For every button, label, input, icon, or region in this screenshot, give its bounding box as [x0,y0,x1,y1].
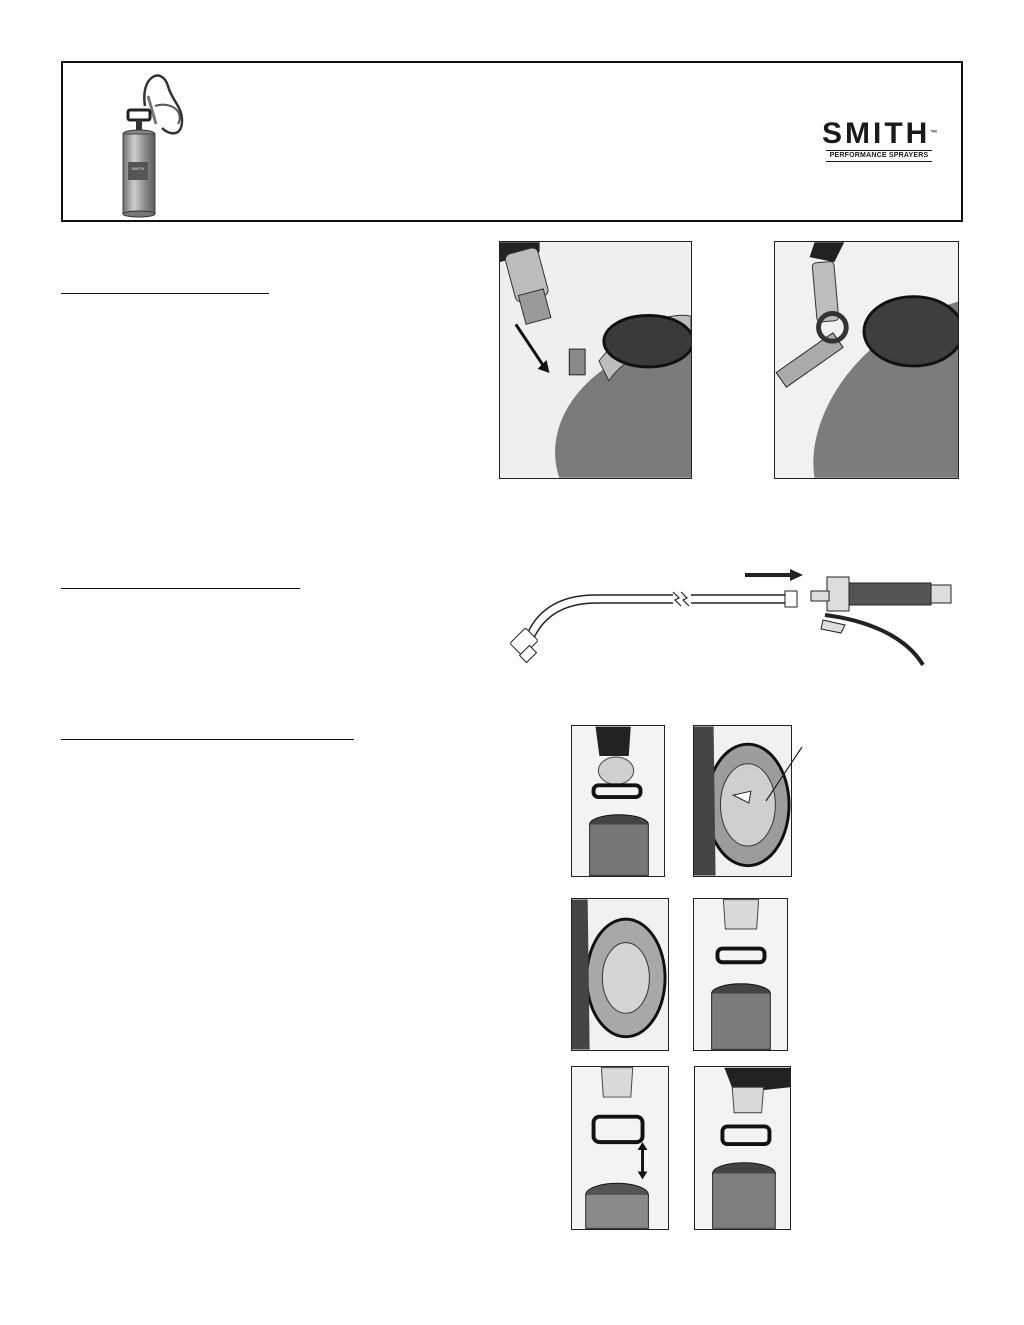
smith-logo [822,119,936,161]
lid-photo-5 [571,1066,669,1230]
wrench-tighten-photo [774,241,959,479]
logo-trademark: ™ [930,130,938,137]
callout-line [760,745,806,805]
lid-photo-4 [693,898,788,1051]
sprayer-product-image [100,66,190,220]
hose-attach-photo [499,241,692,479]
lid-photo-1 [571,725,665,877]
logo-tagline: PERFORMANCE SPRAYERS [829,152,929,159]
section-rule-1 [61,293,269,294]
logo-brand: SMITH [822,117,931,150]
lid-photo-6 [694,1066,791,1230]
tank-label: SMITH [131,166,145,171]
section-rule-3 [61,739,354,740]
lid-photo-3 [571,898,669,1051]
wand-assembly-diagram [505,565,975,670]
section-rule-2 [61,588,300,589]
